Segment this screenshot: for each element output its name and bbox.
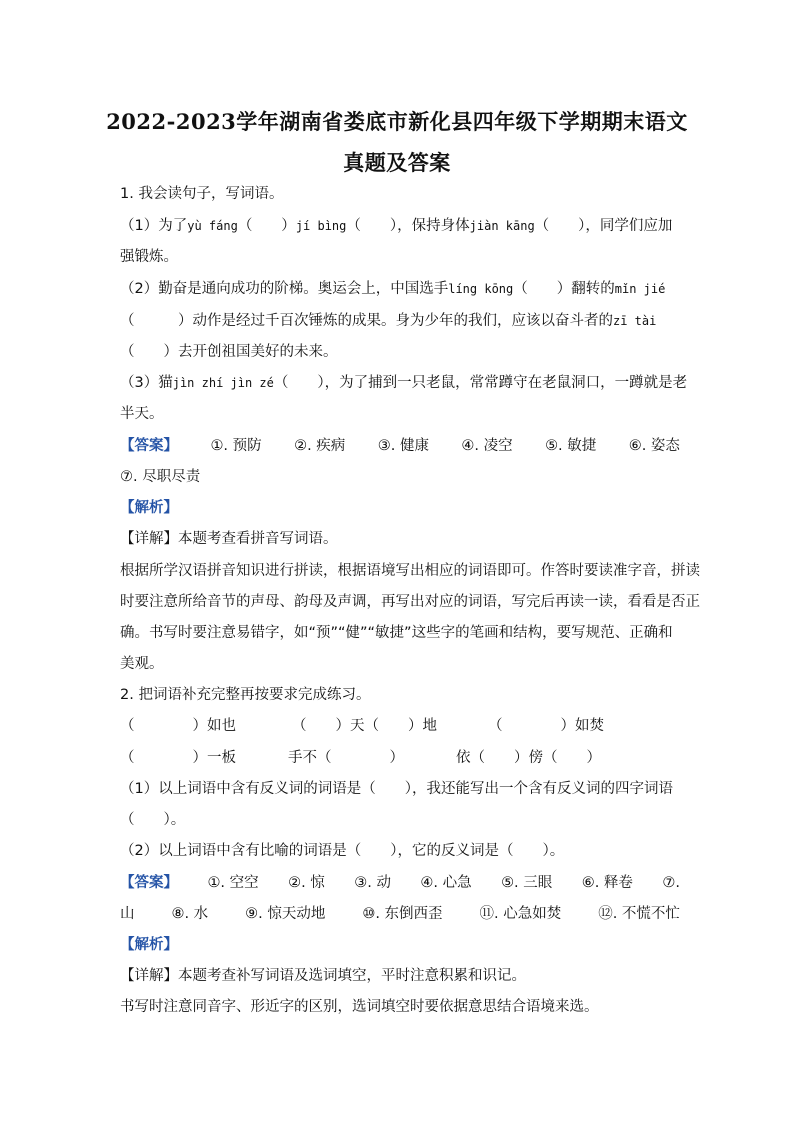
q1-s3-continuation: 半天。 <box>120 406 164 422</box>
q2-answer-8: ⑧. 水 <box>171 906 209 922</box>
q2-explanation-1: 书写时注意同音字、形近字的区别，选词填空时要依据意思结合语境来选。 <box>120 999 599 1015</box>
q1-stem: 1. 我会读句子，写词语。 <box>120 186 284 202</box>
q1-s1-text-a: （1）为了 <box>120 218 188 234</box>
q1-s2-text-b: （ ）翻转的 <box>513 281 615 297</box>
q1-detail-tag: 【详解】 <box>120 531 178 547</box>
q1-sentence-1 <box>120 216 680 236</box>
q2-answer-tag: 【答案】 <box>120 875 178 891</box>
q2-answer-row-2 <box>120 904 680 924</box>
q2-stem: 2. 把词语补充完整再按要求完成练习。 <box>120 687 371 703</box>
q2-detail-text: 本题考查补写词语及选词填空，平时注意积累和识记。 <box>178 968 526 984</box>
q2-answer-12: ⑫. 不慌不忙 <box>598 906 680 922</box>
q1-explanation-2: 时要注意所给音节的声母、韵母及声调，再写出对应的词语，写完后再读一读，看看是否正 <box>120 594 700 610</box>
q1-s1-continuation: 强锻炼。 <box>120 249 178 265</box>
q1-answer-1: ①. 预防 <box>210 438 262 454</box>
q1-analysis-tag: 【解析】 <box>120 500 178 516</box>
q1-answer-7: ⑦. 尽职尽责 <box>120 469 201 485</box>
q1-sentence-3 <box>120 373 688 393</box>
q1-s2-pinyin-1: líng kōng <box>448 282 514 296</box>
q1-s2-text-d: （ ）去开创祖国美好的未来。 <box>120 344 338 360</box>
q1-answer-row <box>120 436 680 456</box>
q2-detail-tag: 【详解】 <box>120 968 178 984</box>
q1-detail <box>120 529 680 549</box>
q1-s1-text-c: （ ），保持身体 <box>346 218 470 234</box>
q1-sentence-2 <box>120 279 680 299</box>
q1-detail-text: 本题考查看拼音写词语。 <box>178 531 338 547</box>
q2-analysis-tag: 【解析】 <box>120 937 178 953</box>
q1-s3-text-b: （ ），为了捕到一只老鼠，常常蹲守在老鼠洞口，一蹲就是老 <box>273 375 688 391</box>
q2-idiom-5: 手不（ ） <box>288 750 404 766</box>
q2-answer-row-1 <box>120 873 680 893</box>
q2-answer-1: ①. 空空 <box>207 875 259 891</box>
q2-answer-6: ⑥. 释卷 <box>581 875 633 891</box>
q1-answer-3: ③. 健康 <box>377 438 429 454</box>
q1-answer-6: ⑥. 姿态 <box>628 438 680 454</box>
q2-answer-7: 山 <box>120 906 135 922</box>
q2-sub-question-1-blank: （ ）。 <box>120 812 186 828</box>
document-title-line-2: 真题及答案 <box>343 150 451 175</box>
q1-s1-text-b: （ ） <box>237 218 296 234</box>
q2-answer-11: ⑪. 心急如焚 <box>479 906 562 922</box>
q2-answer-9: ⑨. 惊天动地 <box>245 906 326 922</box>
q2-answer-2: ②. 惊 <box>288 875 325 891</box>
q2-answer-3: ③. 动 <box>354 875 391 891</box>
q1-explanation-4: 美观。 <box>120 656 164 672</box>
q1-answer-4: ④. 凌空 <box>461 438 513 454</box>
q2-idiom-4: （ ）一板 <box>120 750 236 766</box>
q2-answer-4: ④. 心急 <box>420 875 472 891</box>
q1-answer-tag: 【答案】 <box>120 438 178 454</box>
q2-sub-question-1: （1）以上词语中含有反义词的词语是（ ），我还能写出一个含有反义词的四字词语 <box>120 781 673 797</box>
q1-s1-pinyin-3: jiàn kāng <box>469 219 535 233</box>
q2-idiom-6: 依（ ）傍（ ） <box>456 750 601 766</box>
q1-explanation-1: 根据所学汉语拼音知识进行拼读，根据语境写出相应的词语即可。作答时要读准字音，拼读 <box>120 563 700 579</box>
q1-s3-pinyin-1: jìn zhí jìn zé <box>172 376 274 390</box>
q1-s2-text-a: （2）勤奋是通向成功的阶梯。奥运会上，中国选手 <box>120 281 449 297</box>
q1-s1-text-d: （ ），同学们应加 <box>534 218 673 234</box>
q2-sub-question-2: （2）以上词语中含有比喻的词语是（ ），它的反义词是（ ）。 <box>120 843 565 859</box>
q1-s1-pinyin-1: yù fáng <box>187 219 238 233</box>
q2-answer-5: ⑤. 三眼 <box>501 875 553 891</box>
q1-s2-text-c: （ ）动作是经过千百次锤炼的成果。身为少年的我们，应该以奋斗者的 <box>120 313 613 329</box>
document-title-line-1: 2022-2023学年湖南省娄底市新化县四年级下学期期末语文 <box>106 109 688 134</box>
q1-s2-pinyin-3: zī tài <box>613 314 657 328</box>
q1-answer-2: ②. 疾病 <box>294 438 346 454</box>
q1-s2-pinyin-2: mǐn jié <box>614 282 666 296</box>
q2-idiom-3: （ ）如焚 <box>488 718 604 734</box>
q2-answer-10: ⑩. 东倒西歪 <box>362 906 443 922</box>
q1-s1-pinyin-2: jí bìng <box>295 219 347 233</box>
q1-explanation-3: 确。书写时要注意易错字，如“预”“健”“敏捷”这些字的笔画和结构，要写规范、正确和 <box>120 625 673 641</box>
q1-answer-5: ⑤. 敏捷 <box>545 438 597 454</box>
q2-idiom-2: （ ）天（ ）地 <box>292 718 437 734</box>
q1-sentence-2-line-2 <box>120 311 680 331</box>
q1-s3-text-a: （3）猫 <box>120 375 173 391</box>
q2-answer-7-number: ⑦. <box>662 875 680 891</box>
q2-idiom-1: （ ）如也 <box>120 718 236 734</box>
q2-detail <box>120 966 680 986</box>
